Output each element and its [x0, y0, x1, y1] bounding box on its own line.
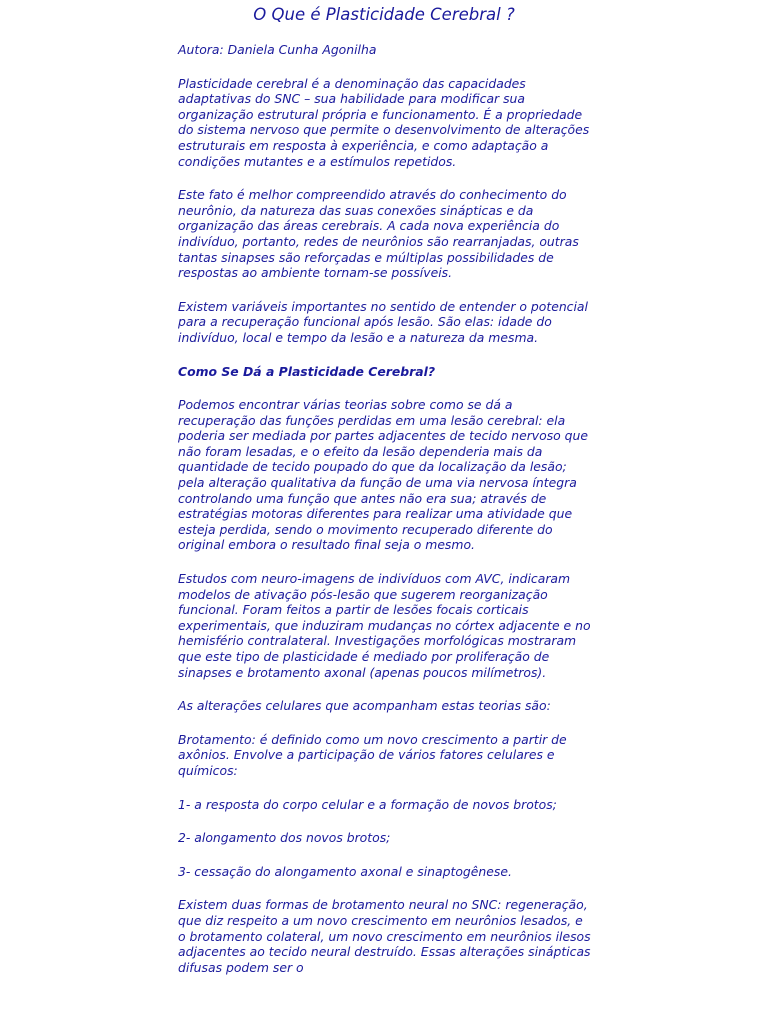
list-item-3: 3- cessação do alongamento axonal e sinaptogênese.: [178, 863, 512, 879]
paragraph-sprouting-forms: Existem duas formas de brotamento neural no SNC: regeneração, que diz respeito a um novo crescimento em neurônios lesados, e o brotamento colateral, um novo crescimento em neurônios ilesos adjacentes ao tecido neural destruído. Essas alterações sinápticas difusas podem ser o: [178, 897, 591, 975]
author-line: Autora: Daniela Cunha Agonilha: [178, 42, 377, 57]
paragraph-sprouting: Brotamento: é definido como um novo crescimento a partir de axônios. Envolve a participação de vários fatores celulares e químicos:: [178, 731, 567, 778]
list-item-1: 1- a resposta do corpo celular e a formação de novos brotos;: [178, 796, 557, 812]
document-title: O Que é Plasticidade Cerebral ?: [253, 5, 515, 24]
paragraph-variables: Existem variáveis importantes no sentido de entender o potencial para a recuperação funcional após lesão. São elas: idade do indivíduo, local e tempo da lesão e a natureza da mesma.: [178, 298, 588, 345]
list-item-2: 2- alongamento dos novos brotos;: [178, 830, 391, 846]
document-body: [178, 42, 593, 993]
paragraph-neuron: Este fato é melhor compreendido através do conhecimento do neurônio, da natureza das suas conexões sinápticas e da organização das áreas cerebrais. A cada nova experiência do indivíduo, portanto, redes de neurônios são rearranjadas, outras tantas sinapses são reforçadas e múltiplas possibilidades de respostas ao ambiente tornam-se possíveis.: [178, 187, 579, 281]
paragraph-cellular-changes: As alterações celulares que acompanham estas teorias são:: [178, 698, 551, 714]
paragraph-studies: Estudos com neuro-imagens de indivíduos com AVC, indicaram modelos de ativação pós-lesão que sugerem reorganização funcional. Foram feitos a partir de lesões focais corticais experimentais, que induziram mudanças no córtex adjacente e no hemisfério contralateral. Investigações morfológicas mostraram que este tipo de plasticidade é mediado por proliferação de sinapses e brotamento axonal (apenas poucos milímetros).: [178, 571, 591, 680]
paragraph-theories: Podemos encontrar várias teorias sobre como se dá a recuperação das funções perdidas em uma lesão cerebral: ela poderia ser mediada por partes adjacentes de tecido nervoso que não foram lesadas, e o efeito da lesão dependeria mais da quantidade de tecido poupado do que da localização da lesão; pela alteração qualitativa da função de uma via nervosa íntegra controlando uma função que antes não era sua; através de estratégias motoras diferentes para realizar uma atividade que esteja perdida, sendo o movimento recuperado diferente do original embora o resultado final seja o mesmo.: [178, 397, 589, 553]
paragraph-definition: Plasticidade cerebral é a denominação das capacidades adaptativas do SNC – sua habilidade para modificar sua organização estrutural própria e funcionamento. É a propriedade do sistema nervoso que permite o desenvolvimento de alterações estruturais em resposta à experiência, e como adaptação a condições mutantes e a estímulos repetidos.: [178, 75, 590, 169]
section-heading: Como Se Dá a Plasticidade Cerebral?: [178, 363, 436, 379]
